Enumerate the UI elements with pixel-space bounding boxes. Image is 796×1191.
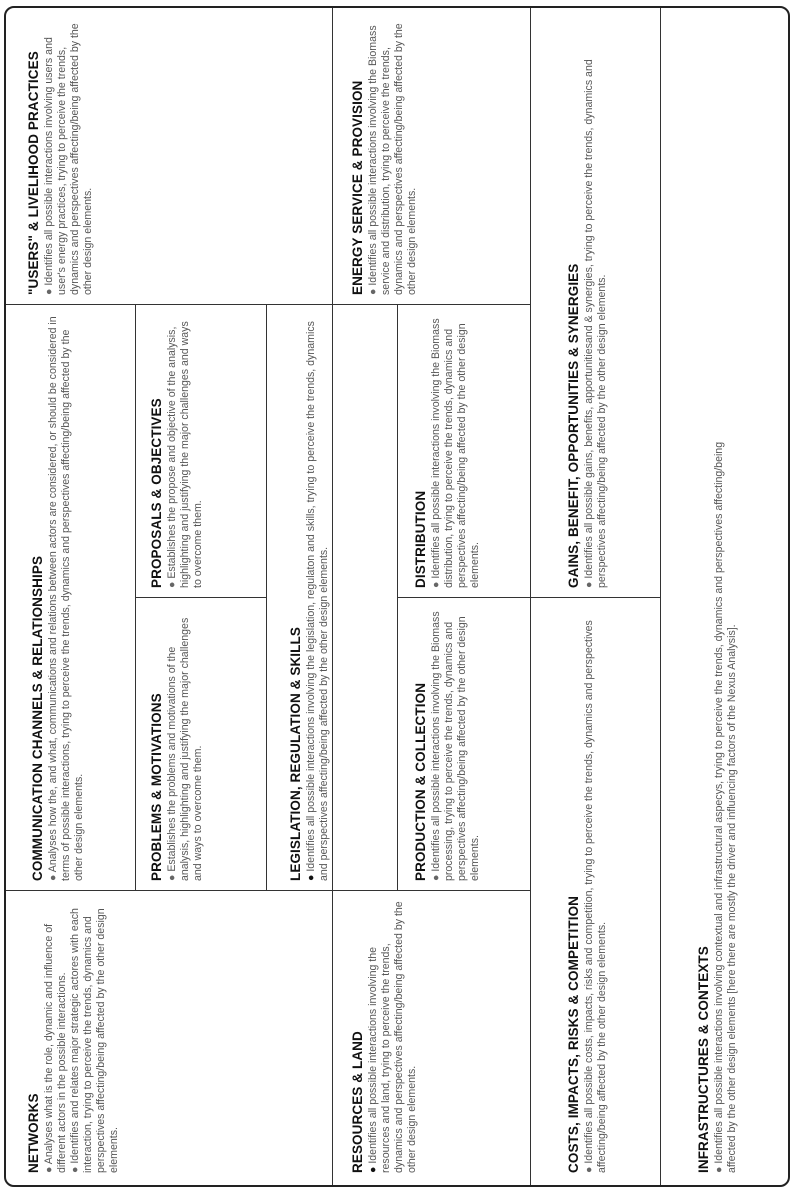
problems-item: Establishes the problems and motivations of the analysis, highlighting and justifying the major challenges and ways to overcome them. [166,617,204,881]
users-title: "USERS" & LIVELIHOOD PRACTICES [26,51,41,295]
energy-cell [334,9,530,303]
divider [530,597,660,598]
bullet-icon: ● [367,1163,379,1173]
legislation-title: LEGISLATION, REGULATION & SKILLS [288,627,303,881]
distribution-item: Identifies all possible interactions involving the Biomass distribution, trying to perceive the trends, dynamics and perspectives affecting/being affected by the other design elements. [430,318,481,588]
costs-cell [532,599,660,1181]
resources-cell [334,893,530,1181]
problems-title: PROBLEMS & MOTIVATIONS [149,693,164,881]
production-cell [399,599,530,889]
communication-title: COMMUNICATION CHANNELS & RELATIONSHIPS [30,555,45,881]
infrastructures-title: INFRASTRUCTURES & CONTEXTS [696,946,711,1173]
divider [266,305,267,891]
distribution-title: DISTRIBUTION [413,490,428,588]
distribution-cell [399,306,530,596]
networks-title: NETWORKS [26,1093,41,1173]
bullet-icon: ● [583,578,595,588]
costs-item: Identifies all possible costs, impacts, risks and competition, trying to perceive the trends, dynamics and perspectives affecting/being affected by the other design elements. [583,620,608,1173]
production-item: Identifies all possible interactions involving the Biomass processing, trying to perceive the trends, dynamics and perspectives affecting/being affected by the other design elements. [430,611,481,881]
bullet-icon: ● [305,871,317,881]
divider [135,597,266,598]
networks-cell [10,893,332,1181]
bullet-icon: ● [583,1163,595,1173]
proposals-cell [137,306,266,596]
networks-item: Identifies and relates major strategic actores with each interaction, trying to perceive the trends, dynamics and perspectives affecting/being affected by the other design elements. [69,908,120,1173]
bullet-icon: ● [69,1163,81,1173]
gains-cell [532,10,660,596]
proposals-title: PROPOSALS & OBJECTIVES [149,398,164,588]
bullet-icon: ● [166,578,178,588]
legislation-cell [268,307,397,889]
communication-cell [10,307,135,889]
proposals-item: Establishes the propose and objective of the analysis, highlighting and justifying the major challenges and ways to overcome them. [166,321,204,588]
resources-title: RESOURCES & LAND [350,1031,365,1173]
divider [6,304,530,305]
divider [6,890,530,891]
bullet-icon: ● [47,872,59,881]
bullet-icon: ● [367,285,379,295]
divider [397,597,530,598]
networks-item: Analyses what is the role, dynamic and influence of different actors in the possible interactions. [43,923,68,1173]
gains-title: GAINS, BENEFIT, OPPORTUNITIES & SYNERGIES [566,263,581,588]
bullet-icon: ● [430,578,442,588]
costs-title: COSTS, IMPACTS, RISKS & COMPETITION [566,895,581,1173]
communication-item: Analyses how the, and what, communications and relations between actors are considered, or should be considered in terms of possible interactions, trying to perceive the trends, dynamics and perspectives affecting/being affected by the other design elements. [47,316,85,881]
divider [397,305,398,891]
bullet-icon: ● [43,1164,55,1173]
resources-item: Identifies all possible interactions involving the resources and land, trying to perceive the trends, dynamics and perspectives affecting/being affected by the other design elements. [367,901,418,1173]
infrastructures-item: Identifies all possible interactions involving contextual and infrastructural aspecys, trying to perceive the trends, dynamics and perspectives affecting/being affected by the other design elements [here there are mostly the driver and influencing factors of the Nexus Analysis]. [713,441,738,1173]
bullet-icon: ● [713,1163,725,1173]
users-cell [10,9,332,303]
problems-cell [137,599,266,889]
infrastructures-cell [662,11,786,1181]
bullet-icon: ● [430,871,442,881]
legislation-item: Identifies all possible interactions involving the legislation, regulaton and skills, trying to perceive the trends, dynamics and perspectives affecting/being affected by the other design elements. [305,321,330,881]
energy-title: ENERGY SERVICE & PROVISION [350,80,365,295]
energy-item: Identifies all possible interactions involving the Biomass service and distribution, trying to perceive the trends, dynamics and perspectives affecting/being affected by the other design elements. [367,23,418,295]
divider [660,8,661,1185]
bullet-icon: ● [166,871,178,881]
divider [135,305,136,891]
production-title: PRODUCTION & COLLECTION [413,682,428,881]
bullet-icon: ● [43,285,55,295]
gains-item: Identifies all possible gains, benefits, apportunitiesand & synergies, trying to perceive the trends, dynamics and perspectives affecting/being affected by the other design elements. [583,59,608,588]
users-item: Identifies all possible interactions involving users and user's energy practices, trying to perceive the trends, dynamics and perspectives affecting/being affected by the other design elements. [43,23,94,295]
